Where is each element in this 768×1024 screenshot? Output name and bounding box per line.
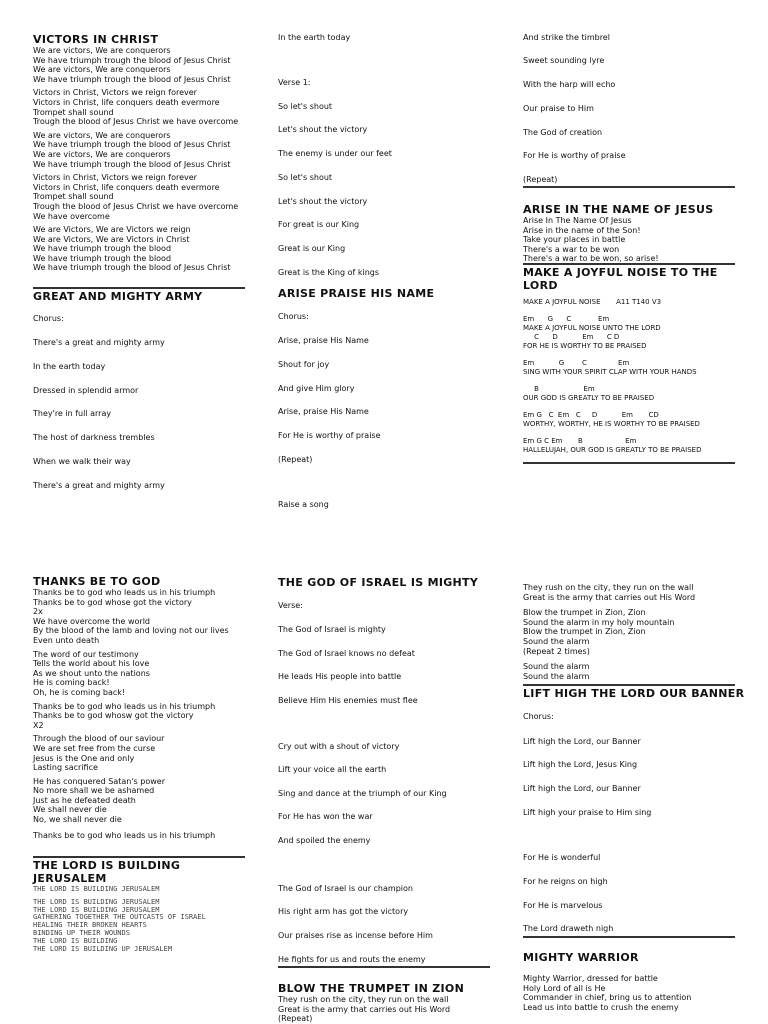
lyric-line: Let's shout the victory (278, 197, 368, 206)
lyric-line: So let's shout (278, 173, 333, 182)
lyric-line: Sound the alarm in my holy mountain (523, 617, 675, 627)
lyric-line: The Lord draweth nigh (523, 924, 614, 933)
section-title: THANKS BE TO GOD (33, 575, 161, 588)
lyric-line: The host of darkness trembles (33, 433, 155, 442)
lyric-line: Raise a song (278, 500, 329, 509)
lyric-line: Great is our King (278, 244, 346, 253)
lyric-line: In the earth today (33, 362, 106, 371)
chord-line: Em G C Em (523, 359, 630, 367)
section-title: BLOW THE TRUMPET IN ZION (278, 982, 465, 995)
lyric-line: 2x (33, 607, 43, 617)
lyric-line: For he reigns on high (523, 877, 608, 886)
lyric-line: And give Him glory (278, 384, 355, 393)
lyric-line: We are set free from the curse (33, 743, 156, 753)
lyric-line: So let's shout (278, 102, 333, 111)
lyric-line: Thanks be to god who leads us in his triumph (33, 830, 216, 840)
lyric-line: Just as he defeated death (33, 795, 136, 805)
lyric-line: No, we shall never die (33, 815, 122, 825)
section-arise-in-the-name-of-jesus (523, 203, 738, 264)
section-blow-the-trumpet (278, 982, 493, 1024)
lyric-line: Holy Lord of all is He (523, 983, 606, 993)
lyric-line: Lift high the Lord, our Banner (523, 737, 641, 746)
song-key-line: MAKE A JOYFUL NOISE A11 T140 V3 (523, 298, 662, 306)
chord-line: Em G C Em B Em (523, 437, 637, 445)
lyric-line: Trompet shall sound (33, 192, 114, 202)
lyric-line: THE LORD IS BUILDING JERUSALEM (33, 905, 160, 914)
section-title-god-of-israel: THE GOD OF ISRAEL IS MIGHTY (278, 576, 479, 589)
lyric-line: His right arm has got the victory (278, 907, 409, 916)
divider (33, 856, 245, 858)
chord-line: C D Em C D (523, 333, 620, 341)
lyric-line: Great is the army that carries out His Word (278, 1004, 451, 1014)
lyric-line: There's a great and mighty army (33, 338, 165, 347)
lyric-line: (Repeat 2 times) (523, 646, 590, 656)
lyric-line: We are Victors, We are Victors we reign (33, 225, 191, 235)
lyric-line: Sound the alarm (523, 662, 590, 672)
chord-line: Em G C Em (523, 315, 610, 323)
divider (523, 684, 735, 686)
lyric-line: He leads His people into battle (278, 672, 402, 681)
lyric-line: And strike the timbrel (523, 33, 610, 42)
lyric-line: Lasting sacrifice (33, 763, 98, 773)
lyric-line: They're in full array (33, 409, 112, 418)
lyric-line: FOR HE IS WORTHY TO BE PRAISED (523, 342, 647, 350)
lyric-line: Chorus: (278, 312, 309, 321)
lyric-line: We have triumph trough the blood of Jesus Christ (33, 263, 231, 273)
lyric-line: Take your places in battle (523, 235, 626, 245)
lyric-line: We are victors, We are conquerors (33, 46, 171, 55)
lyric-line: OUR GOD IS GREATLY TO BE PRAISED (523, 394, 655, 402)
section-title-lift-high: LIFT HIGH THE LORD OUR BANNER (523, 687, 745, 700)
lyric-line: Believe Him His enemies must flee (278, 696, 418, 705)
lyric-line: Shout for joy (278, 360, 330, 369)
lyric-line: Jesus is the One and only (33, 753, 135, 763)
lyric-line: Lead us into battle to crush the enemy (523, 1002, 679, 1012)
lyric-line: In the earth today (278, 33, 351, 42)
lyric-line: There's a war to be won (523, 244, 620, 254)
lyric-line: The God of Israel is mighty (278, 625, 386, 634)
lyric-line: The God of Israel knows no defeat (278, 649, 415, 658)
lyric-line: Arise, praise His Name (278, 336, 369, 345)
section-mighty-warrior (523, 951, 738, 1012)
lyric-line: Lift high the Lord, our Banner (523, 784, 641, 793)
lyric-line: Trough the blood of Jesus Christ we have overcome (33, 201, 239, 211)
lyric-line: X2 (33, 720, 44, 730)
lyric-line: Our praise to Him (523, 104, 594, 113)
divider (523, 186, 735, 188)
lyric-line: We are victors, We are conquerors (33, 65, 171, 75)
lyric-line: Trompet shall sound (33, 107, 114, 117)
lyric-line: Arise in the name of the Son! (523, 225, 641, 235)
lyric-line: He has conquered Satan's power (33, 776, 165, 786)
lyric-line: Even unto death (33, 635, 100, 645)
lyric-line: Victors in Christ, life conquers death evermore (33, 182, 220, 192)
section-make-a-joyful-noise (523, 266, 738, 455)
lyric-line: The God of Israel is our champion (278, 884, 413, 893)
lyric-line: Victors in Christ, life conquers death evermore (33, 97, 220, 107)
divider (278, 966, 490, 968)
lyric-line: (Repeat) (523, 175, 558, 184)
lyric-line: The God of creation (523, 128, 603, 137)
lyric-line: BINDING UP THEIR WOUNDS (33, 928, 130, 937)
lyric-line: THE LORD IS BUILDING UP JERUSALEM (33, 944, 173, 953)
lyric-line: Sing and dance at the triumph of our King (278, 789, 447, 798)
lyric-line: Thanks be to god who leads us in his triumph (33, 701, 216, 711)
lyric-line: The enemy is under our feet (278, 149, 392, 158)
section-title: ARISE IN THE NAME OF JESUS (523, 203, 714, 216)
lyric-line: Lift your voice all the earth (278, 765, 387, 774)
chord-line: Em G C Em C D Em CD (523, 411, 659, 419)
lyric-line: We have triumph trough the blood of Jesus Christ (33, 140, 231, 150)
lyric-line: We are victors, We are conquerors (33, 130, 171, 140)
lyric-line: Sweet sounding lyre (523, 56, 605, 65)
lyric-line: And spoiled the enemy (278, 836, 371, 845)
section-title: MIGHTY WARRIOR (523, 951, 639, 964)
lyric-line: No more shall we be ashamed (33, 786, 155, 796)
lyric-line: Thanks be to god who leads us in his triumph (33, 588, 216, 597)
section-title: THE LORD IS BUILDING (33, 859, 181, 872)
lyric-line: Commander in chief, bring us to attention (523, 993, 692, 1003)
lyric-line: THE LORD IS BUILDING JERUSALEM (33, 897, 160, 906)
lyric-line: Great is the army that carries out His Word (523, 592, 696, 602)
lyric-line: Verse 1: (278, 78, 311, 87)
lyric-line: For He is worthy of praise (278, 431, 381, 440)
lyric-line: He is coming back! (33, 678, 110, 688)
divider (33, 287, 245, 289)
lyric-line: WORTHY, WORTHY, HE IS WORTHY TO BE PRAISED (523, 420, 700, 428)
section-victors-in-christ (33, 33, 248, 273)
lyric-line: Great is the King of kings (278, 268, 380, 277)
lyric-line: (Repeat) (278, 1014, 313, 1024)
lyric-line: Oh, he is coming back! (33, 687, 126, 697)
lyric-line: Mighty Warrior, dressed for battle (523, 974, 658, 983)
divider (523, 263, 735, 265)
lyric-line: Through the blood of our saviour (33, 734, 165, 744)
lyric-line: Tells the world about his love (33, 659, 150, 669)
section-great-and-mighty-army (33, 290, 248, 303)
lyric-line: For He is marvelous (523, 901, 603, 910)
section-thanks-be-to-god (33, 575, 248, 840)
section-title: GREAT AND MIGHTY ARMY (33, 290, 203, 303)
lyric-line: We have triumph trough the blood of Jesus Christ (33, 159, 231, 169)
section-title-cont: LORD (523, 279, 558, 292)
lyric-line: Blow the trumpet in Zion, Zion (523, 608, 646, 618)
lyric-line: For He is worthy of praise (523, 151, 626, 160)
lyric-line: The word of our testimony (33, 649, 139, 659)
chord-line: B Em (523, 385, 595, 393)
lyric-line: He fights for us and routs the enemy (278, 955, 426, 964)
lyric-line: Lift high the Lord, Jesus King (523, 760, 638, 769)
lyric-line: Verse: (278, 601, 303, 610)
lyric-line: As we shout unto the nations (33, 668, 150, 678)
section-title-cont: JERUSALEM (33, 872, 107, 885)
lyric-line: We have overcome (33, 211, 110, 221)
lyric-line: Cry out with a shout of victory (278, 742, 400, 751)
lyric-line: We have triumph trough the blood (33, 244, 172, 254)
lyric-line: Chorus: (523, 712, 554, 721)
lyric-line: Lift high your praise to Him sing (523, 808, 652, 817)
lyric-line: Blow the trumpet in Zion, Zion (523, 627, 646, 637)
lyric-line: For He is wonderful (523, 853, 601, 862)
section-blow-the-trumpet-cont (523, 583, 738, 681)
lyric-line: They rush on the city, they run on the wall (523, 583, 694, 592)
lyric-line: THE LORD IS BUILDING (33, 936, 118, 945)
lyric-line: Let's shout the victory (278, 125, 368, 134)
lyric-line: We are victors, We are conquerors (33, 149, 171, 159)
lyric-line: With the harp will echo (523, 80, 616, 89)
lyric-line: Dressed in splendid armor (33, 386, 139, 395)
lyric-line: Thanks be to god whose got the victory (33, 597, 192, 607)
lyric-line: Sound the alarm (523, 671, 590, 681)
lyric-line: Arise, praise His Name (278, 407, 369, 416)
lyric-line: When we walk their way (33, 457, 131, 466)
lyric-line: We have overcome the world (33, 616, 150, 626)
lyric-line: By the blood of the lamb and loving not our lives (33, 626, 229, 636)
lyric-line: Chorus: (33, 314, 64, 323)
lyric-line: For great is our King (278, 220, 360, 229)
lyric-line: Arise In The Name Of Jesus (523, 216, 632, 225)
lyric-line: HALLELUJAH, OUR GOD IS GREATLY TO BE PRAISED (523, 446, 702, 454)
lyric-line: We have triumph trough the blood of Jesus Christ (33, 74, 231, 84)
lyric-line: Sound the alarm (523, 636, 590, 646)
lyric-line: For He has won the war (278, 812, 373, 821)
section-title-arise-praise: ARISE PRAISE HIS NAME (278, 287, 435, 300)
section-title: MAKE A JOYFUL NOISE TO THE (523, 266, 718, 279)
lyric-line: (Repeat) (278, 455, 313, 464)
lyric-line: They rush on the city, they run on the wall (278, 995, 449, 1004)
lyric-line: We have triumph trough the blood (33, 253, 172, 263)
lyric-line: Victors in Christ, Victors we reign forever (33, 88, 197, 98)
lyric-line: There's a great and mighty army (33, 481, 165, 490)
divider (523, 936, 735, 938)
lyrics (33, 46, 248, 273)
lyric-line: THE LORD IS BUILDING JERUSALEM (33, 885, 160, 893)
divider (523, 462, 735, 464)
lyric-line: We are Victors, We are Victors in Christ (33, 234, 190, 244)
lyric-line: HEALING THEIR BROKEN HEARTS (33, 921, 147, 930)
section-lord-is-building (33, 859, 248, 953)
section-title: VICTORS IN CHRIST (33, 33, 159, 46)
lyric-line: Thanks be to god whosw got the victory (33, 711, 194, 721)
lyric-line: We shall never die (33, 805, 107, 815)
lyric-line: We have triumph trough the blood of Jesus Christ (33, 55, 231, 65)
lyric-line: There's a war to be won, so arise! (523, 254, 659, 264)
lyric-line: MAKE A JOYFUL NOISE UNTO THE LORD (523, 324, 661, 332)
lyric-line: Victors in Christ, Victors we reign forever (33, 173, 197, 183)
lyric-line: Our praises rise as incense before Him (278, 931, 433, 940)
lyric-line: Trough the blood of Jesus Christ we have overcome (33, 117, 239, 127)
lyric-line: GATHERING TOGETHER THE OUTCASTS OF ISRAEL (33, 913, 206, 922)
lyric-line: SING WITH YOUR SPIRIT CLAP WITH YOUR HANDS (523, 368, 697, 376)
